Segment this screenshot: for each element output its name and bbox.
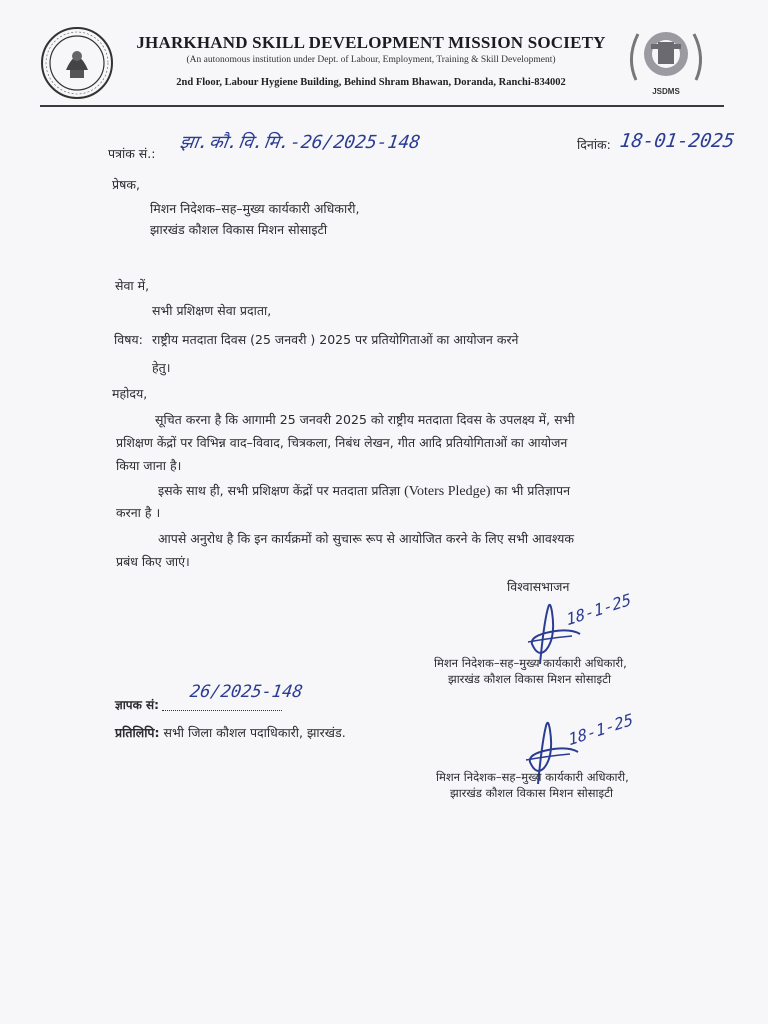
- salutation: महोदय,: [112, 386, 148, 401]
- paragraph-3-line-2: प्रबंध किए जाएं।: [116, 554, 190, 569]
- signatory-2-line-2: झारखंड कौशल विकास मिशन सोसाइटी: [450, 786, 613, 800]
- jsdms-logo-label: JSDMS: [652, 87, 680, 96]
- organization-title: JHARKHAND SKILL DEVELOPMENT MISSION SOCIETY: [136, 33, 606, 52]
- organization-address: 2nd Floor, Labour Hygiene Building, Behind Shram Bhawan, Doranda, Ranchi-834002: [176, 77, 566, 88]
- paragraph-2-line-1: [158, 482, 570, 500]
- copy-text: सभी जिला कौशल पदाधिकारी, झारखंड.: [163, 725, 346, 740]
- date-handwritten: 18-01-2025: [618, 130, 736, 152]
- jharkhand-emblem-icon: [40, 26, 114, 100]
- reference-number-handwritten: झा.कौ.वि.मि.-26/2025-148: [178, 132, 422, 153]
- sender-label: प्रेषक,: [112, 177, 140, 192]
- subject-line-1: राष्ट्रीय मतदाता दिवस (25 जनवरी ) 2025 पर प्रतियोगिताओं का आयोजन करने: [152, 332, 519, 347]
- signature-1-date-handwritten: 18-1-25: [564, 589, 633, 630]
- paragraph-3-line-1: आपसे अनुरोध है कि इन कार्यक्रमों को सुचारू रूप से आयोजित करने के लिए सभी आवश्यक: [158, 531, 574, 546]
- subject-label: विषय:: [114, 332, 143, 347]
- paragraph-2-text-c: का भी प्रतिज्ञापन: [494, 483, 571, 498]
- paragraph-2-line-2: करना है ।: [116, 505, 161, 520]
- paragraph-1-line-2: प्रशिक्षण केंद्रों पर विभिन्न वाद–विवाद, चित्रकला, निबंध लेखन, गीत आदि प्रतियोगिताओं का आयोजन: [116, 435, 568, 450]
- jsdms-logo-icon: [618, 20, 714, 98]
- signatory-1-line-2: झारखंड कौशल विकास मिशन सोसाइटी: [448, 672, 611, 686]
- memo-number-handwritten: 26/2025-148: [188, 682, 304, 702]
- signature-2-date-handwritten: 18-1-25: [566, 709, 635, 750]
- memo-label: ज्ञापक सं:: [115, 698, 159, 712]
- letterhead-divider: [40, 105, 724, 107]
- signatory-2-line-1: मिशन निदेशक–सह–मुख्य कार्यकारी अधिकारी,: [436, 770, 629, 784]
- reference-label: पत्रांक सं.:: [108, 146, 156, 161]
- copy-label: प्रतिलिपि:: [115, 725, 160, 740]
- recipient-label: सेवा में,: [115, 278, 150, 293]
- paragraph-1-line-1: सूचित करना है कि आगामी 25 जनवरी 2025 को राष्ट्रीय मतदाता दिवस के उपलक्ष्य में, सभी: [155, 412, 575, 427]
- paragraph-2-text-a: इसके साथ ही, सभी प्रशिक्षण केंद्रों पर मतदाता प्रतिज्ञा: [158, 483, 401, 498]
- organization-subtitle: (An autonomous institution under Dept. of Labour, Employment, Training & Skill Development): [186, 55, 556, 65]
- recipient-line-1: सभी प्रशिक्षण सेवा प्रदाता,: [152, 303, 272, 318]
- date-label: दिनांक:: [577, 137, 611, 152]
- subject-line-2: हेतु।: [152, 360, 171, 375]
- paragraph-1-line-3: किया जाना है।: [116, 458, 182, 473]
- voters-pledge-text: (Voters Pledge): [404, 484, 491, 499]
- copy-line: [115, 724, 346, 741]
- sender-line-2: झारखंड कौशल विकास मिशन सोसाइटी: [150, 222, 328, 237]
- sender-line-1: मिशन निदेशक–सह–मुख्य कार्यकारी अधिकारी,: [150, 201, 360, 216]
- closing-text: विश्वासभाजन: [507, 579, 570, 594]
- signatory-1-line-1: मिशन निदेशक–सह–मुख्य कार्यकारी अधिकारी,: [434, 656, 627, 670]
